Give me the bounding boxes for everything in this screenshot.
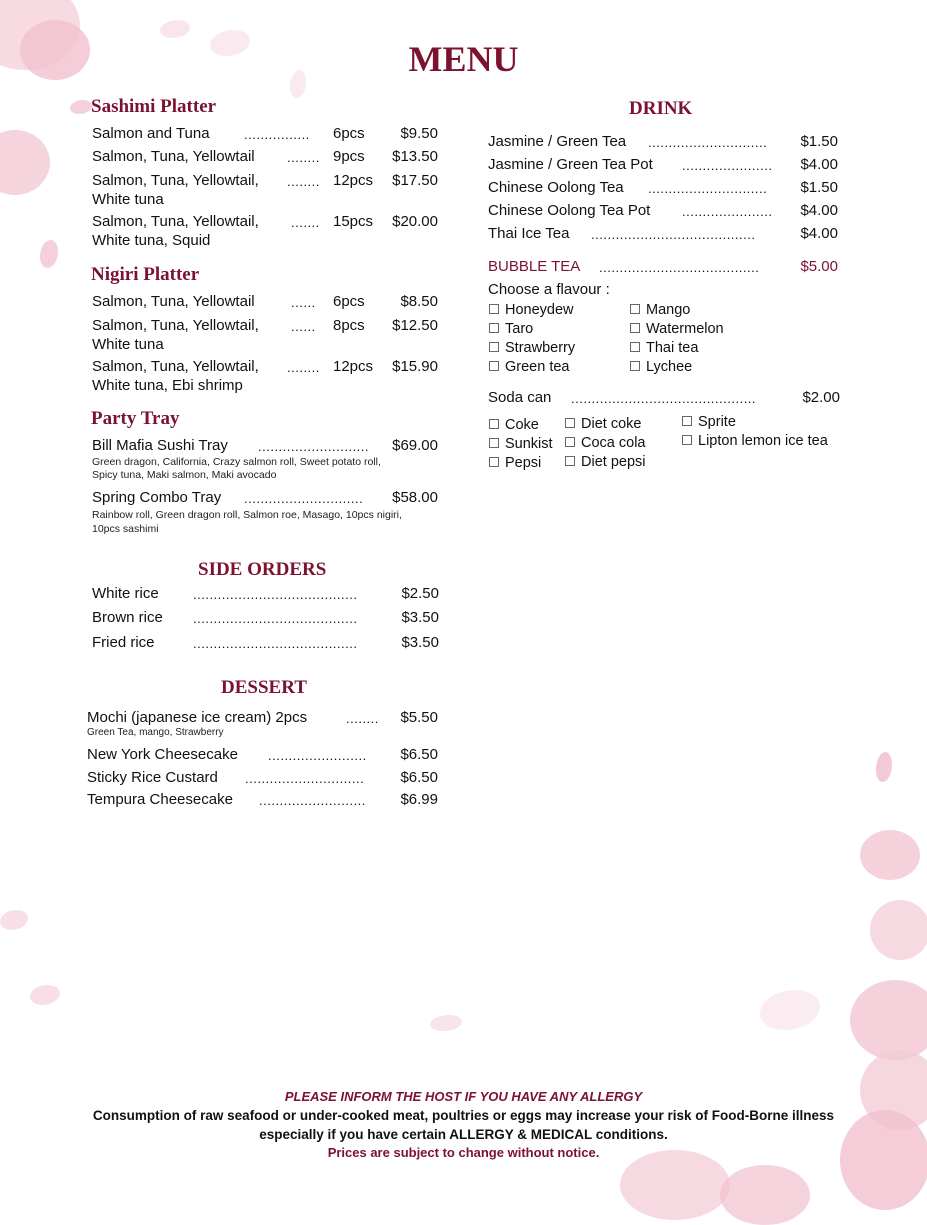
page-title: MENU — [408, 39, 519, 79]
flavour-option[interactable]: Watermelon — [630, 321, 724, 337]
soda-option[interactable]: Diet coke — [565, 416, 641, 432]
checkbox-icon — [489, 342, 499, 352]
checkbox-icon — [565, 437, 575, 447]
section-heading-dessert: DESSERT — [221, 677, 307, 698]
checkbox-icon — [682, 416, 692, 426]
flavour-prompt: Choose a flavour : — [488, 281, 610, 298]
soda-option[interactable]: Sprite — [682, 414, 736, 430]
soda-option[interactable]: Coca cola — [565, 435, 645, 451]
checkbox-icon — [489, 438, 499, 448]
section-heading-sashimi: Sashimi Platter — [91, 96, 217, 117]
section-heading-side-orders: SIDE ORDERS — [198, 559, 327, 580]
food-safety-warning-cont: especially if you have certain ALLERGY & MEDICAL conditions. — [259, 1127, 668, 1142]
flavour-option[interactable]: Taro — [489, 321, 533, 337]
flavour-option[interactable]: Strawberry — [489, 340, 575, 356]
checkbox-icon — [630, 304, 640, 314]
flavour-option[interactable]: Lychee — [630, 359, 692, 375]
flavour-option[interactable]: Green tea — [489, 359, 570, 375]
checkbox-icon — [489, 323, 499, 333]
section-heading-drink: DRINK — [629, 98, 693, 119]
checkbox-icon — [682, 435, 692, 445]
flavour-option[interactable]: Mango — [630, 302, 690, 318]
checkbox-icon — [489, 361, 499, 371]
section-heading-party-tray: Party Tray — [91, 408, 180, 429]
flavour-option[interactable]: Honeydew — [489, 302, 574, 318]
soda-option[interactable]: Diet pepsi — [565, 454, 645, 470]
flavour-option[interactable]: Thai tea — [630, 340, 698, 356]
soda-option[interactable]: Sunkist — [489, 436, 553, 452]
checkbox-icon — [489, 419, 499, 429]
checkbox-icon — [489, 457, 499, 467]
checkbox-icon — [630, 342, 640, 352]
allergy-notice: PLEASE INFORM THE HOST IF YOU HAVE ANY ALLERGY — [284, 1089, 643, 1104]
checkbox-icon — [630, 361, 640, 371]
checkbox-icon — [630, 323, 640, 333]
checkbox-icon — [565, 456, 575, 466]
section-heading-nigiri: Nigiri Platter — [91, 264, 200, 285]
price-change-notice: Prices are subject to change without notice. — [327, 1145, 600, 1160]
food-safety-warning: Consumption of raw seafood or under-cooked meat, poultries or eggs may increase your risk of Food-Borne illness — [92, 1108, 835, 1123]
checkbox-icon — [565, 418, 575, 428]
soda-option[interactable]: Pepsi — [489, 455, 541, 471]
soda-option[interactable]: Coke — [489, 417, 539, 433]
checkbox-icon — [489, 304, 499, 314]
soda-option[interactable]: Lipton lemon ice tea — [682, 433, 828, 449]
